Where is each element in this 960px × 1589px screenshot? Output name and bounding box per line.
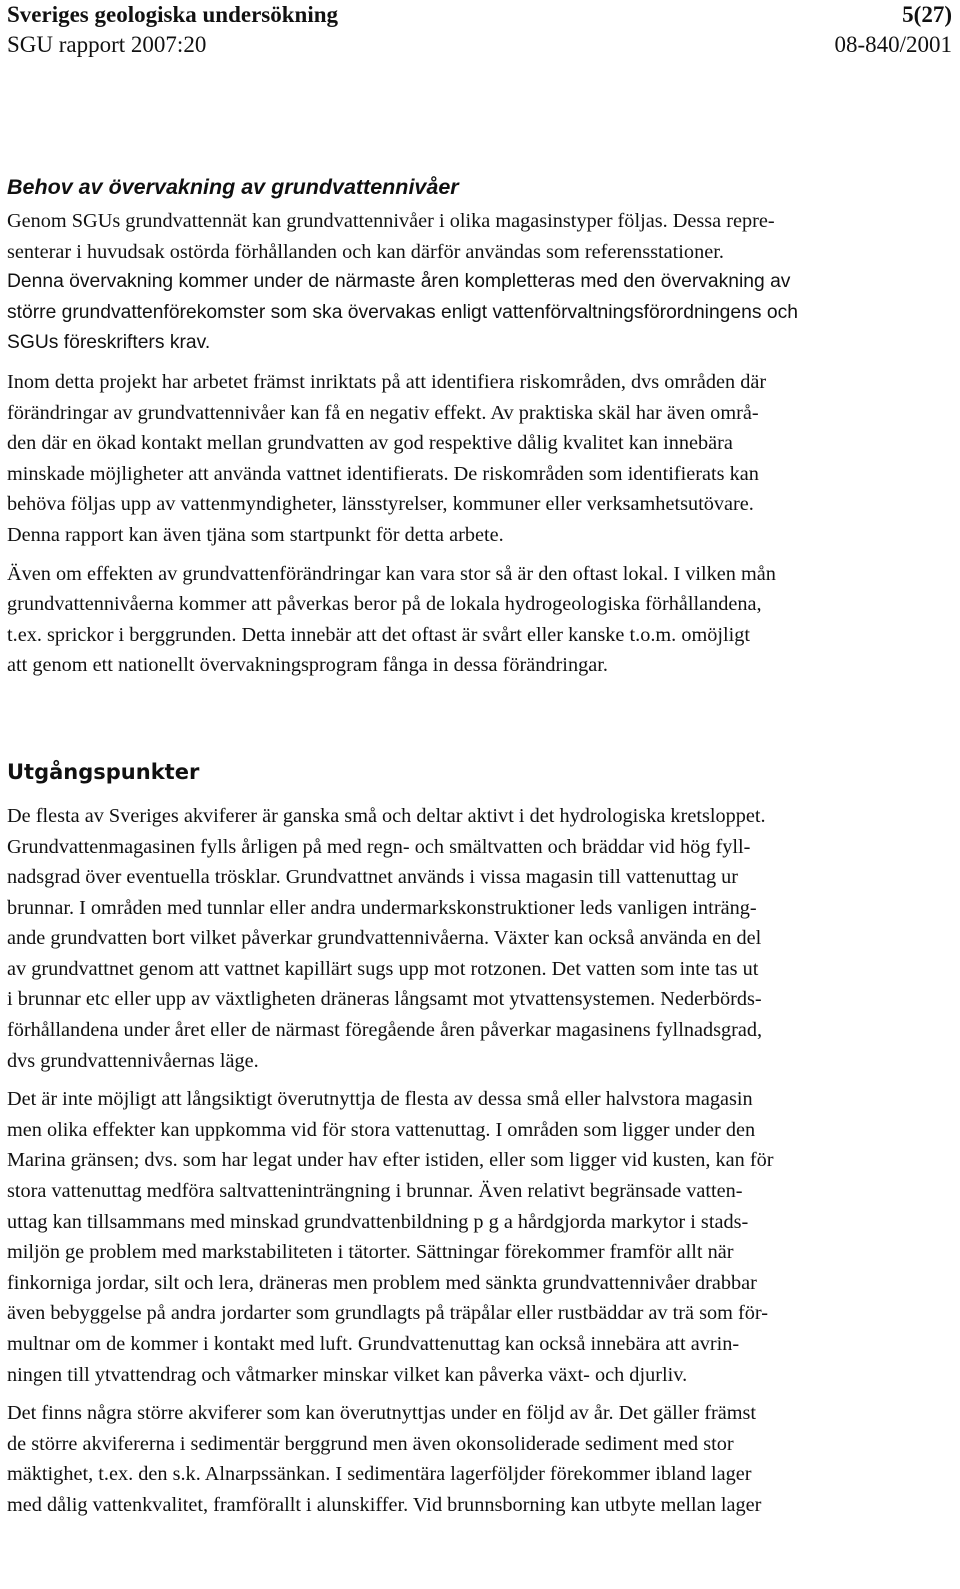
text-line: större grundvattenförekomster som ska övervakas enligt vattenförvaltningsförordningens och (7, 301, 798, 323)
text-line: multnar om de kommer i kontakt med luft. Grundvattenuttag kan också innebära att avrin- (7, 1333, 740, 1355)
text-line: nadsgrad över eventuella trösklar. Grundvattnet används i vissa magasin till vattenuttag ur (7, 866, 739, 889)
text-line: den där en ökad kontakt mellan grundvatten av god respektive dålig kvalitet kan innebära (7, 432, 733, 455)
section-heading-starting-points: Utgångspunkter (7, 759, 200, 784)
section-heading-monitoring-need: Behov av övervakning av grundvattennivåer (7, 175, 459, 199)
text-line: även bebyggelse på andra jordarter som grundlagts på träpålar eller rustbäddar av trä som för- (7, 1302, 768, 1325)
case-number: 08-840/2001 (834, 32, 952, 57)
text-line: att genom ett nationellt övervakningsprogram fånga in dessa förändringar. (7, 654, 608, 677)
report-number: SGU rapport 2007:20 (7, 32, 207, 57)
paragraph-monitoring-network (7, 206, 952, 359)
text-line: Även om effekten av grundvattenförändringar kan vara stor så är den oftast lokal. I vilken mån (7, 562, 776, 585)
text-line: förhållandena under året eller de närmast föregående åren påverkar magasinens fyllnadsgrad, (7, 1019, 763, 1042)
text-line: Det finns några större akviferer som kan överutnyttjas under en följd av år. Det gäller främst (7, 1402, 757, 1425)
text-line: De flesta av Sveriges akviferer är ganska små och deltar aktivt i det hydrologiska kretsloppet. (7, 804, 766, 827)
paragraph-aquifers (7, 801, 952, 1076)
page-header (7, 0, 952, 64)
document-body (7, 168, 952, 1521)
text-line: brunnar. I områden med tunnlar eller andra undermarkskonstruktioner leds vanligen inträng- (7, 896, 757, 919)
text-line: Genom SGUs grundvattennät kan grundvattennivåer i olika magasinstyper följas. Dessa repre- (7, 210, 775, 232)
header-row-bottom (7, 30, 952, 60)
text-line: av grundvattnet genom att vattnet kapillärt sugs upp mot rotzonen. Det vatten som inte tas ut (7, 957, 759, 980)
text-line: förändringar av grundvattennivåer kan få en negativ effekt. Av praktiska skäl har även områ- (7, 401, 759, 424)
text-line: de större akvifererna i sedimentär berggrund men även okonsoliderade sediment med stor (7, 1432, 734, 1455)
paragraph-local-effects (7, 559, 952, 681)
text-line: Marina gränsen; dvs. som har legat under hav efter istiden, eller som ligger vid kusten, kan för (7, 1149, 774, 1172)
text-line: finkorniga jordar, silt och lera, dräneras men problem med sänkta grundvattennivåer drabbar (7, 1271, 757, 1294)
text-line: dvs grundvattennivåernas läge. (7, 1049, 259, 1072)
text-line: SGUs föreskrifters krav. (7, 332, 211, 354)
text-line: Det är inte möjligt att långsiktigt överutnyttja de flesta av dessa små eller halvstora magasin (7, 1088, 753, 1111)
text-line: Inom detta projekt har arbetet främst inriktats på att identifiera riskområden, dvs områden där (7, 370, 767, 393)
text-line: i brunnar etc eller upp av växtligheten dräneras långsamt mot ytvattensystemen. Nederbörds- (7, 988, 762, 1011)
text-line: uttag kan tillsammans med minskad grundvattenbildning p g a hårdgjorda markytor i stads- (7, 1210, 749, 1233)
text-line: men olika effekter kan uppkomma vid för stora vattenuttag. I områden som ligger under den (7, 1118, 756, 1141)
text-line: mäktighet, t.ex. den s.k. Alnarpssänkan. I sedimentära lagerföljder förekommer ibland lager (7, 1463, 752, 1486)
text-line: Denna övervakning kommer under de närmaste åren kompletteras med den övervakning av (7, 271, 791, 293)
text-line: miljön ge problem med markstabiliteten i tätorter. Sättningar förekommer framför allt när (7, 1241, 734, 1264)
page-number: 5(27) (902, 2, 952, 27)
text-line: t.ex. sprickor i berggrunden. Detta innebär att det oftast är svårt eller kanske t.o.m. omöjligt (7, 623, 751, 646)
paragraph-risk-areas (7, 367, 952, 551)
text-line: stora vattenuttag medföra saltvatteninträngning i brunnar. Även relativt begränsade vatten- (7, 1180, 743, 1203)
text-line: behöva följas upp av vattenmyndigheter, länsstyrelser, kommuner eller verksamhetsutövare. (7, 493, 754, 516)
text-line: ningen till ytvattendrag och våtmarker minskar vilket kan påverka växt- och djurliv. (7, 1363, 688, 1386)
text-line: Grundvattenmagasinen fylls årligen på med regn- och smältvatten och bräddar vid hög fyll- (7, 835, 751, 858)
text-line: grundvattennivåerna kommer att påverkas beror på de lokala hydrogeologiska förhållandena, (7, 593, 762, 616)
text-line: med dålig vattenkvalitet, framförallt i alunskiffer. Vid brunnsborning kan utbyte mellan lager (7, 1493, 762, 1516)
text-line: minskade möjligheter att använda vattnet identifierats. De riskområden som identifierats kan (7, 462, 759, 485)
text-line: Denna rapport kan även tjäna som startpunkt för detta arbete. (7, 523, 504, 546)
paragraph-large-aquifers (7, 1398, 952, 1520)
paragraph-overexploitation (7, 1084, 952, 1390)
organization-name: Sveriges geologiska undersökning (7, 2, 338, 27)
header-row-top (7, 0, 952, 30)
text-line: ande grundvatten bort vilket påverkar grundvattennivåerna. Växter kan också använda en del (7, 927, 762, 950)
text-line: senterar i huvudsak ostörda förhållanden och kan därför användas som referensstationer. (7, 240, 724, 263)
